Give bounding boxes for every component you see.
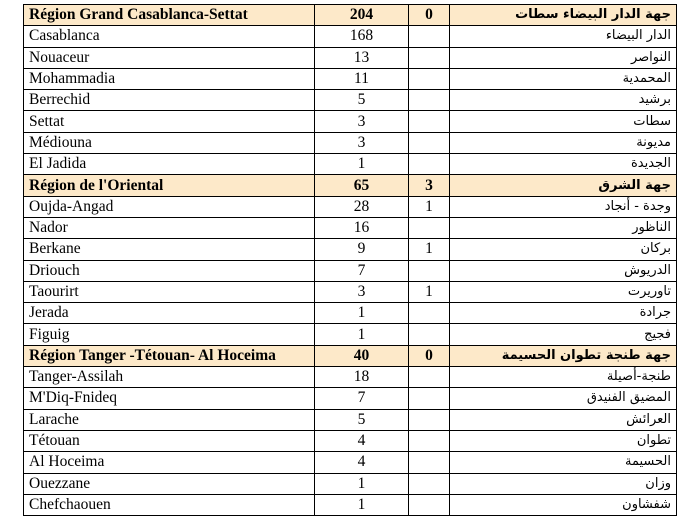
city-name-fr: Nouaceur [24, 47, 315, 68]
city-extra [409, 324, 450, 345]
city-row [24, 111, 677, 132]
city-row [24, 132, 677, 153]
city-name-ar: تطوان [450, 430, 677, 451]
city-name-ar: بركان [450, 239, 677, 260]
region-deceased: 3 [409, 175, 450, 196]
city-extra [409, 260, 450, 281]
city-name-fr: Médiouna [24, 132, 315, 153]
city-row [24, 494, 677, 515]
city-extra [409, 111, 450, 132]
city-name-ar: المضيق الفنيدق [450, 388, 677, 409]
city-extra [409, 388, 450, 409]
city-name-fr: Driouch [24, 260, 315, 281]
city-row [24, 409, 677, 430]
city-count: 13 [315, 47, 409, 68]
city-name-ar: النواصر [450, 47, 677, 68]
city-name-ar: المحمدية [450, 68, 677, 89]
city-extra [409, 68, 450, 89]
city-row [24, 26, 677, 47]
city-extra [409, 26, 450, 47]
region-name-fr: Région de l'Oriental [24, 175, 315, 196]
city-row [24, 452, 677, 473]
city-row [24, 303, 677, 324]
city-name-ar: تاوريرت [450, 281, 677, 302]
city-name-fr: Mohammadia [24, 68, 315, 89]
city-count: 5 [315, 409, 409, 430]
region-name-ar: جهة طنجة تطوان الحسيمة [450, 345, 677, 366]
city-row [24, 47, 677, 68]
city-extra [409, 409, 450, 430]
table-body [24, 5, 677, 516]
city-extra [409, 430, 450, 451]
region-total: 65 [315, 175, 409, 196]
city-row [24, 430, 677, 451]
city-name-ar: طنجة-أصيلة [450, 367, 677, 388]
city-name-fr: Taourirt [24, 281, 315, 302]
city-extra [409, 90, 450, 111]
city-name-ar: فجيج [450, 324, 677, 345]
city-row [24, 260, 677, 281]
city-row [24, 239, 677, 260]
city-count: 11 [315, 68, 409, 89]
city-count: 9 [315, 239, 409, 260]
city-name-fr: Al Hoceima [24, 452, 315, 473]
city-name-fr: Nador [24, 217, 315, 238]
city-name-fr: Berkane [24, 239, 315, 260]
city-count: 1 [315, 473, 409, 494]
city-count: 1 [315, 324, 409, 345]
city-count: 3 [315, 111, 409, 132]
city-row [24, 388, 677, 409]
city-name-ar: الدار البيضاء [450, 26, 677, 47]
city-name-fr: Oujda-Angad [24, 196, 315, 217]
city-count: 7 [315, 388, 409, 409]
city-row [24, 281, 677, 302]
city-name-ar: وزان [450, 473, 677, 494]
region-name-ar: جهة الدار البيضاء سطات [450, 5, 677, 26]
region-total: 204 [315, 5, 409, 26]
region-total: 40 [315, 345, 409, 366]
city-count: 16 [315, 217, 409, 238]
city-name-ar: الدريوش [450, 260, 677, 281]
city-name-fr: Settat [24, 111, 315, 132]
region-header-row [24, 345, 677, 366]
city-extra: 1 [409, 196, 450, 217]
city-name-fr: Ouezzane [24, 473, 315, 494]
city-extra [409, 217, 450, 238]
city-row [24, 90, 677, 111]
city-name-fr: M'Diq-Fnideq [24, 388, 315, 409]
city-count: 3 [315, 132, 409, 153]
city-count: 4 [315, 430, 409, 451]
city-extra [409, 494, 450, 515]
region-deceased: 0 [409, 345, 450, 366]
city-count: 5 [315, 90, 409, 111]
city-name-fr: Jerada [24, 303, 315, 324]
city-row [24, 473, 677, 494]
city-row [24, 196, 677, 217]
city-name-ar: مديونة [450, 132, 677, 153]
region-name-ar: جهة الشرق [450, 175, 677, 196]
city-extra [409, 473, 450, 494]
city-count: 18 [315, 367, 409, 388]
city-count: 4 [315, 452, 409, 473]
city-extra [409, 452, 450, 473]
city-name-ar: الناظور [450, 217, 677, 238]
city-name-ar: الحسيمة [450, 452, 677, 473]
region-name-fr: Région Tanger -Tétouan- Al Hoceima [24, 345, 315, 366]
city-count: 28 [315, 196, 409, 217]
region-header-row [24, 175, 677, 196]
city-name-fr: Chefchaouen [24, 494, 315, 515]
city-row [24, 217, 677, 238]
city-extra: 1 [409, 239, 450, 260]
region-deceased: 0 [409, 5, 450, 26]
city-count: 3 [315, 281, 409, 302]
city-extra [409, 47, 450, 68]
city-name-ar: سطات [450, 111, 677, 132]
city-name-ar: وجدة - أنجاد [450, 196, 677, 217]
city-count: 168 [315, 26, 409, 47]
city-name-fr: Tanger-Assilah [24, 367, 315, 388]
city-extra [409, 367, 450, 388]
regions-cases-table [23, 4, 677, 516]
city-name-ar: شفشاون [450, 494, 677, 515]
city-count: 1 [315, 494, 409, 515]
city-row [24, 367, 677, 388]
city-name-fr: Casablanca [24, 26, 315, 47]
city-name-ar: جرادة [450, 303, 677, 324]
city-count: 1 [315, 154, 409, 175]
city-name-ar: برشيد [450, 90, 677, 111]
city-extra [409, 132, 450, 153]
city-name-fr: El Jadida [24, 154, 315, 175]
city-name-fr: Tétouan [24, 430, 315, 451]
city-name-fr: Figuig [24, 324, 315, 345]
city-row [24, 154, 677, 175]
city-name-ar: العرائش [450, 409, 677, 430]
city-name-fr: Berrechid [24, 90, 315, 111]
city-count: 7 [315, 260, 409, 281]
region-name-fr: Région Grand Casablanca-Settat [24, 5, 315, 26]
region-header-row [24, 5, 677, 26]
city-extra [409, 303, 450, 324]
city-name-ar: الجديدة [450, 154, 677, 175]
city-extra [409, 154, 450, 175]
city-row [24, 324, 677, 345]
city-extra: 1 [409, 281, 450, 302]
city-row [24, 68, 677, 89]
city-count: 1 [315, 303, 409, 324]
city-name-fr: Larache [24, 409, 315, 430]
